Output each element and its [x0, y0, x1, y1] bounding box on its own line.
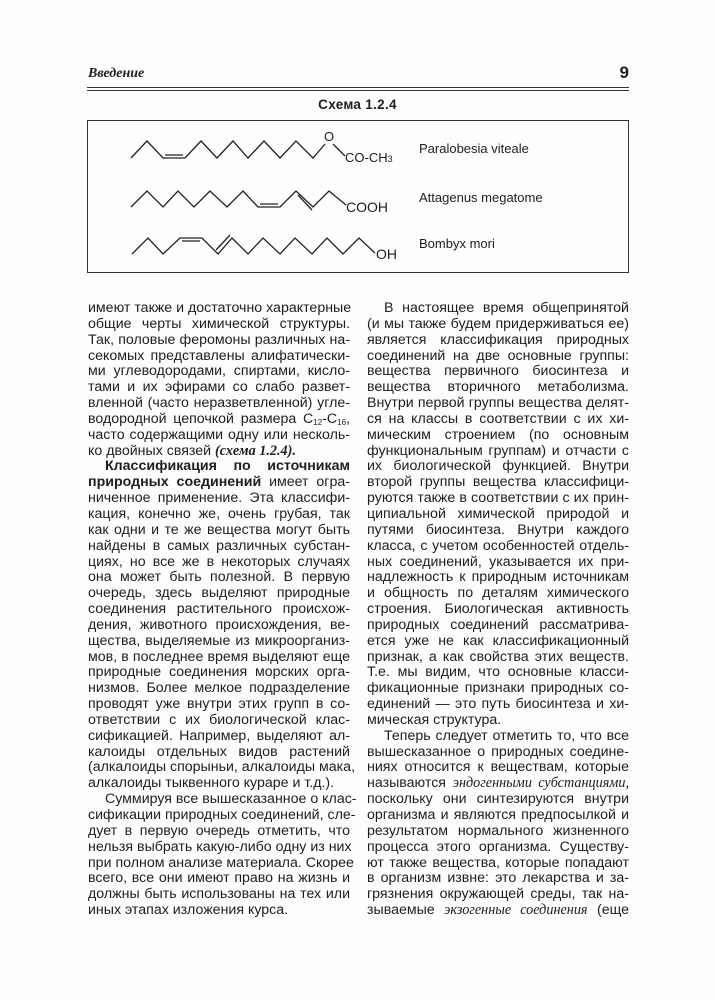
text-line — [367, 808, 629, 824]
text-line — [367, 475, 629, 491]
text-span: очередь, здесь выделяют природные — [88, 585, 350, 602]
text-line — [367, 317, 629, 333]
text-span: (и мы также будем придерживаться ее) — [367, 315, 629, 332]
text-span: строения. Биологическая активность — [367, 601, 629, 618]
text-span: водородной цепочкой размера C — [88, 410, 314, 427]
text-span: процесса этого организма. Существу- — [367, 838, 629, 855]
text-span: мическим строением (по основным — [367, 426, 629, 443]
text-line — [367, 602, 629, 618]
text-line — [88, 729, 350, 745]
text-line — [88, 317, 350, 333]
text-span: поскольку они синтезируются внутри — [367, 791, 629, 808]
text-span: эндогенными субстанциями, — [452, 775, 629, 792]
text-line — [367, 856, 629, 872]
text-span: должны быть использованы на тех или — [88, 886, 350, 903]
text-line — [88, 555, 350, 571]
text-span: часто содержащими одну или несколь- — [88, 426, 350, 443]
text-line — [88, 887, 350, 903]
text-span: дения, животного происхождения, ве- — [88, 616, 350, 633]
text-line — [88, 681, 350, 697]
text-line — [367, 380, 629, 396]
text-span: соединений на две основные группы: — [367, 347, 629, 364]
text-line — [88, 459, 350, 475]
text-line — [88, 650, 350, 666]
molecule-2-chain — [131, 191, 346, 207]
text-span: (схема 1.2.4). — [215, 442, 296, 459]
molecule-1-group — [345, 150, 393, 165]
text-span: дует в первую очередь отметить, что — [88, 822, 350, 839]
text-span: нельзя выбрать какую-либо одну из них — [88, 838, 352, 855]
text-span: функциональным группам) и отчасти с — [367, 442, 629, 459]
text-span: называются — [367, 775, 453, 792]
text-span: вещества вторичного метаболизма. — [367, 379, 629, 396]
text-span: (алкалоиды спорыньи, алкалоиды мака, — [88, 759, 356, 776]
subscript: 12 — [313, 417, 323, 427]
text-line — [367, 745, 629, 761]
text-span: сификацией. Например, выделяют ал- — [88, 727, 350, 744]
text-line — [367, 713, 629, 729]
text-line — [367, 776, 629, 792]
text-span: щества, выделяемые из микроорганиз- — [88, 632, 350, 649]
text-span: проводят уже внутри этих групп в со- — [88, 696, 350, 713]
text-span: надлежность к природным источникам — [367, 569, 629, 586]
text-span: организма и являются предпосылкой и — [367, 807, 629, 823]
text-line — [88, 745, 350, 761]
text-span: Теперь следует отметить то, что все — [384, 727, 629, 744]
text-span: иных этапах изложения курса. — [88, 902, 289, 919]
text-line — [367, 760, 629, 776]
text-line — [88, 570, 350, 586]
text-span: ко двойных связей — [88, 442, 215, 459]
text-span: руются также в соответствии с их прин- — [367, 490, 629, 507]
text-line — [367, 491, 629, 507]
text-line — [88, 507, 350, 523]
text-span: в организм извне: это лекарства и за- — [367, 870, 629, 887]
text-span: вышесказанное о природных соедине- — [367, 743, 629, 760]
text-span: второй группы вещества классифици- — [367, 474, 629, 491]
page-number: 9 — [619, 63, 629, 82]
text-line — [88, 364, 350, 380]
text-line — [88, 618, 350, 634]
molecule-2-double-bond-trans — [298, 195, 312, 210]
text-line — [88, 840, 350, 856]
text-line — [367, 650, 629, 666]
text-span: ми углеводородами, спиртами, кисло- — [88, 363, 350, 380]
text-line — [367, 634, 629, 650]
text-span: мическая структура. — [367, 711, 502, 728]
text-span: Так, половые феромоны различных на- — [88, 331, 350, 348]
molecule-2-species: Attagenus megatome — [419, 190, 543, 205]
text-span: природные соединения морских орга- — [88, 664, 350, 681]
text-span: Т.е. мы видим, что основные класси- — [367, 664, 629, 681]
text-span: имеют также и достаточно характерные — [88, 300, 352, 316]
text-line — [88, 776, 350, 792]
text-line — [88, 634, 350, 650]
text-span: (еще — [587, 902, 629, 919]
running-header-section: Введение — [88, 66, 145, 81]
text-span: секомых представлены алифатически- — [88, 347, 350, 364]
text-line — [367, 412, 629, 428]
text-span: грязнения окружающей среды, так на- — [367, 886, 629, 903]
text-span: как одни и те же вещества могут быть — [88, 521, 350, 538]
text-span: вленной (часто неразветвленной) угле- — [88, 395, 350, 412]
text-line — [367, 729, 629, 745]
text-span: их биологической функцией. Внутри — [367, 458, 629, 475]
text-line — [88, 475, 350, 491]
right-column — [367, 301, 629, 919]
text-line — [88, 697, 350, 713]
molecule-1-group-sub: 3 — [387, 154, 393, 164]
text-span: найдены в самых различных субстан- — [88, 537, 350, 554]
text-line — [88, 539, 350, 555]
text-line — [88, 791, 357, 808]
text-line — [88, 428, 350, 444]
text-line — [88, 871, 350, 887]
text-span: циях, но все же в некоторых случаях — [88, 553, 350, 570]
text-span: ниях относится к веществам, которые — [367, 759, 629, 776]
text-line — [88, 349, 350, 365]
text-line — [367, 444, 629, 460]
text-line — [367, 824, 629, 840]
text-line — [367, 364, 629, 380]
text-span: мов, в последнее время выделяют еще — [88, 648, 350, 665]
text-span: алкалоиды тыквенного кураре и т.д.). — [88, 775, 335, 792]
text-span: ных соединений, указывается их при- — [367, 553, 629, 570]
text-span: соединения растительного происхож- — [88, 601, 350, 618]
molecule-1-species: Paralobesia viteale — [419, 141, 529, 156]
text-span: класса, с учетом особенностей отдель- — [367, 537, 629, 554]
text-span: , — [346, 410, 350, 427]
text-line — [367, 555, 629, 571]
text-line — [367, 697, 629, 713]
text-line — [88, 807, 356, 824]
text-line — [367, 349, 629, 365]
molecule-1-ester-bond — [333, 144, 345, 156]
text-span: ется уже не как классификационный — [367, 632, 629, 649]
text-line — [88, 602, 350, 618]
text-span: -C — [322, 410, 338, 427]
molecule-1-group-text: CO-CH — [345, 150, 388, 165]
text-span: В настоящее время общепринятой — [384, 300, 629, 316]
text-span: тами и их эфирами со слабо развет- — [88, 379, 350, 396]
text-line — [367, 903, 629, 919]
text-line — [88, 444, 350, 460]
text-line — [88, 854, 354, 872]
text-span: вещества первичного биосинтеза и — [367, 363, 629, 380]
text-line — [367, 586, 629, 602]
text-line — [88, 380, 350, 396]
text-line — [88, 301, 350, 317]
text-span: ют также вещества, которые попадают — [367, 854, 629, 871]
text-span: ципиальной химической природой и — [367, 505, 629, 522]
text-line — [367, 428, 629, 444]
text-span: зываемые — [367, 902, 445, 919]
text-span: всего, все они имеют право на жизнь и — [88, 870, 350, 887]
molecule-1-chain — [131, 141, 325, 158]
text-line — [88, 523, 350, 539]
text-span: имеет огра- — [261, 474, 350, 491]
text-span: природных соединений рассматрива- — [367, 616, 629, 633]
text-span: низмов. Более мелкое подразделение — [88, 680, 350, 697]
text-span: Классификация по источникам — [105, 458, 350, 475]
text-line — [367, 539, 629, 555]
text-span: путями биосинтеза. Внутри каждого — [367, 521, 629, 538]
text-span: она может быть полезной. В первую — [88, 569, 350, 586]
text-line — [367, 507, 629, 523]
text-line — [367, 459, 629, 475]
scheme-title: Схема 1.2.4 — [318, 97, 397, 112]
text-line — [367, 333, 629, 349]
text-line — [367, 665, 629, 681]
text-span: кация, конечно же, очень грубая, так — [88, 505, 350, 522]
molecule-3-group: OH — [376, 246, 397, 262]
text-line — [88, 824, 350, 840]
text-line — [88, 759, 356, 776]
text-span: единений — это путь биосинтеза и хи- — [367, 696, 629, 713]
text-line — [367, 523, 629, 539]
text-line — [367, 871, 629, 887]
text-line — [88, 713, 350, 729]
text-line — [88, 396, 350, 412]
text-span: фикационные признаки природных со- — [367, 680, 629, 697]
text-line — [88, 491, 350, 507]
text-line — [367, 570, 629, 586]
text-span: ответствии с их биологической клас- — [88, 711, 350, 728]
text-span: экзогенные соединения — [444, 902, 588, 919]
text-span: при полном анализе материала. Скорее — [88, 854, 354, 871]
left-column — [88, 300, 357, 919]
text-line — [88, 903, 350, 919]
text-line — [367, 301, 629, 317]
text-span: результатом нормального жизненного — [367, 822, 629, 839]
text-line — [367, 792, 629, 808]
text-span: калоиды отдельных видов растений — [88, 743, 350, 760]
text-span: признак, а как свойства этих веществ. — [367, 648, 629, 665]
text-span: ся на классы в соответствии с их хи- — [367, 410, 629, 427]
text-line — [367, 618, 629, 634]
text-span: является классификация природных — [367, 331, 629, 348]
molecule-3-chain — [132, 238, 375, 254]
molecule-3-species: Bombyx mori — [419, 236, 495, 251]
text-span: общие черты химической структуры. — [88, 315, 350, 332]
text-line — [88, 333, 350, 349]
text-line — [88, 586, 350, 602]
text-span: сификации природных соединений, сле- — [88, 807, 356, 823]
text-span: Внутри первой группы вещества делят- — [367, 395, 629, 412]
subscript: 16 — [337, 417, 347, 427]
text-line — [367, 681, 629, 697]
text-span: и общность по деталям химического — [367, 585, 629, 602]
text-span: ниченное применение. Эта классифи- — [88, 490, 350, 507]
text-span: природных соединений — [88, 474, 262, 491]
text-line — [367, 840, 629, 856]
text-line — [367, 887, 629, 903]
text-line — [88, 412, 350, 428]
text-span: Суммируя все вышесказанное о клас- — [105, 791, 357, 808]
molecule-2-group: COOH — [346, 199, 388, 215]
molecule-1-oxygen: O — [324, 129, 335, 144]
text-line — [367, 396, 629, 412]
text-line — [88, 665, 350, 681]
